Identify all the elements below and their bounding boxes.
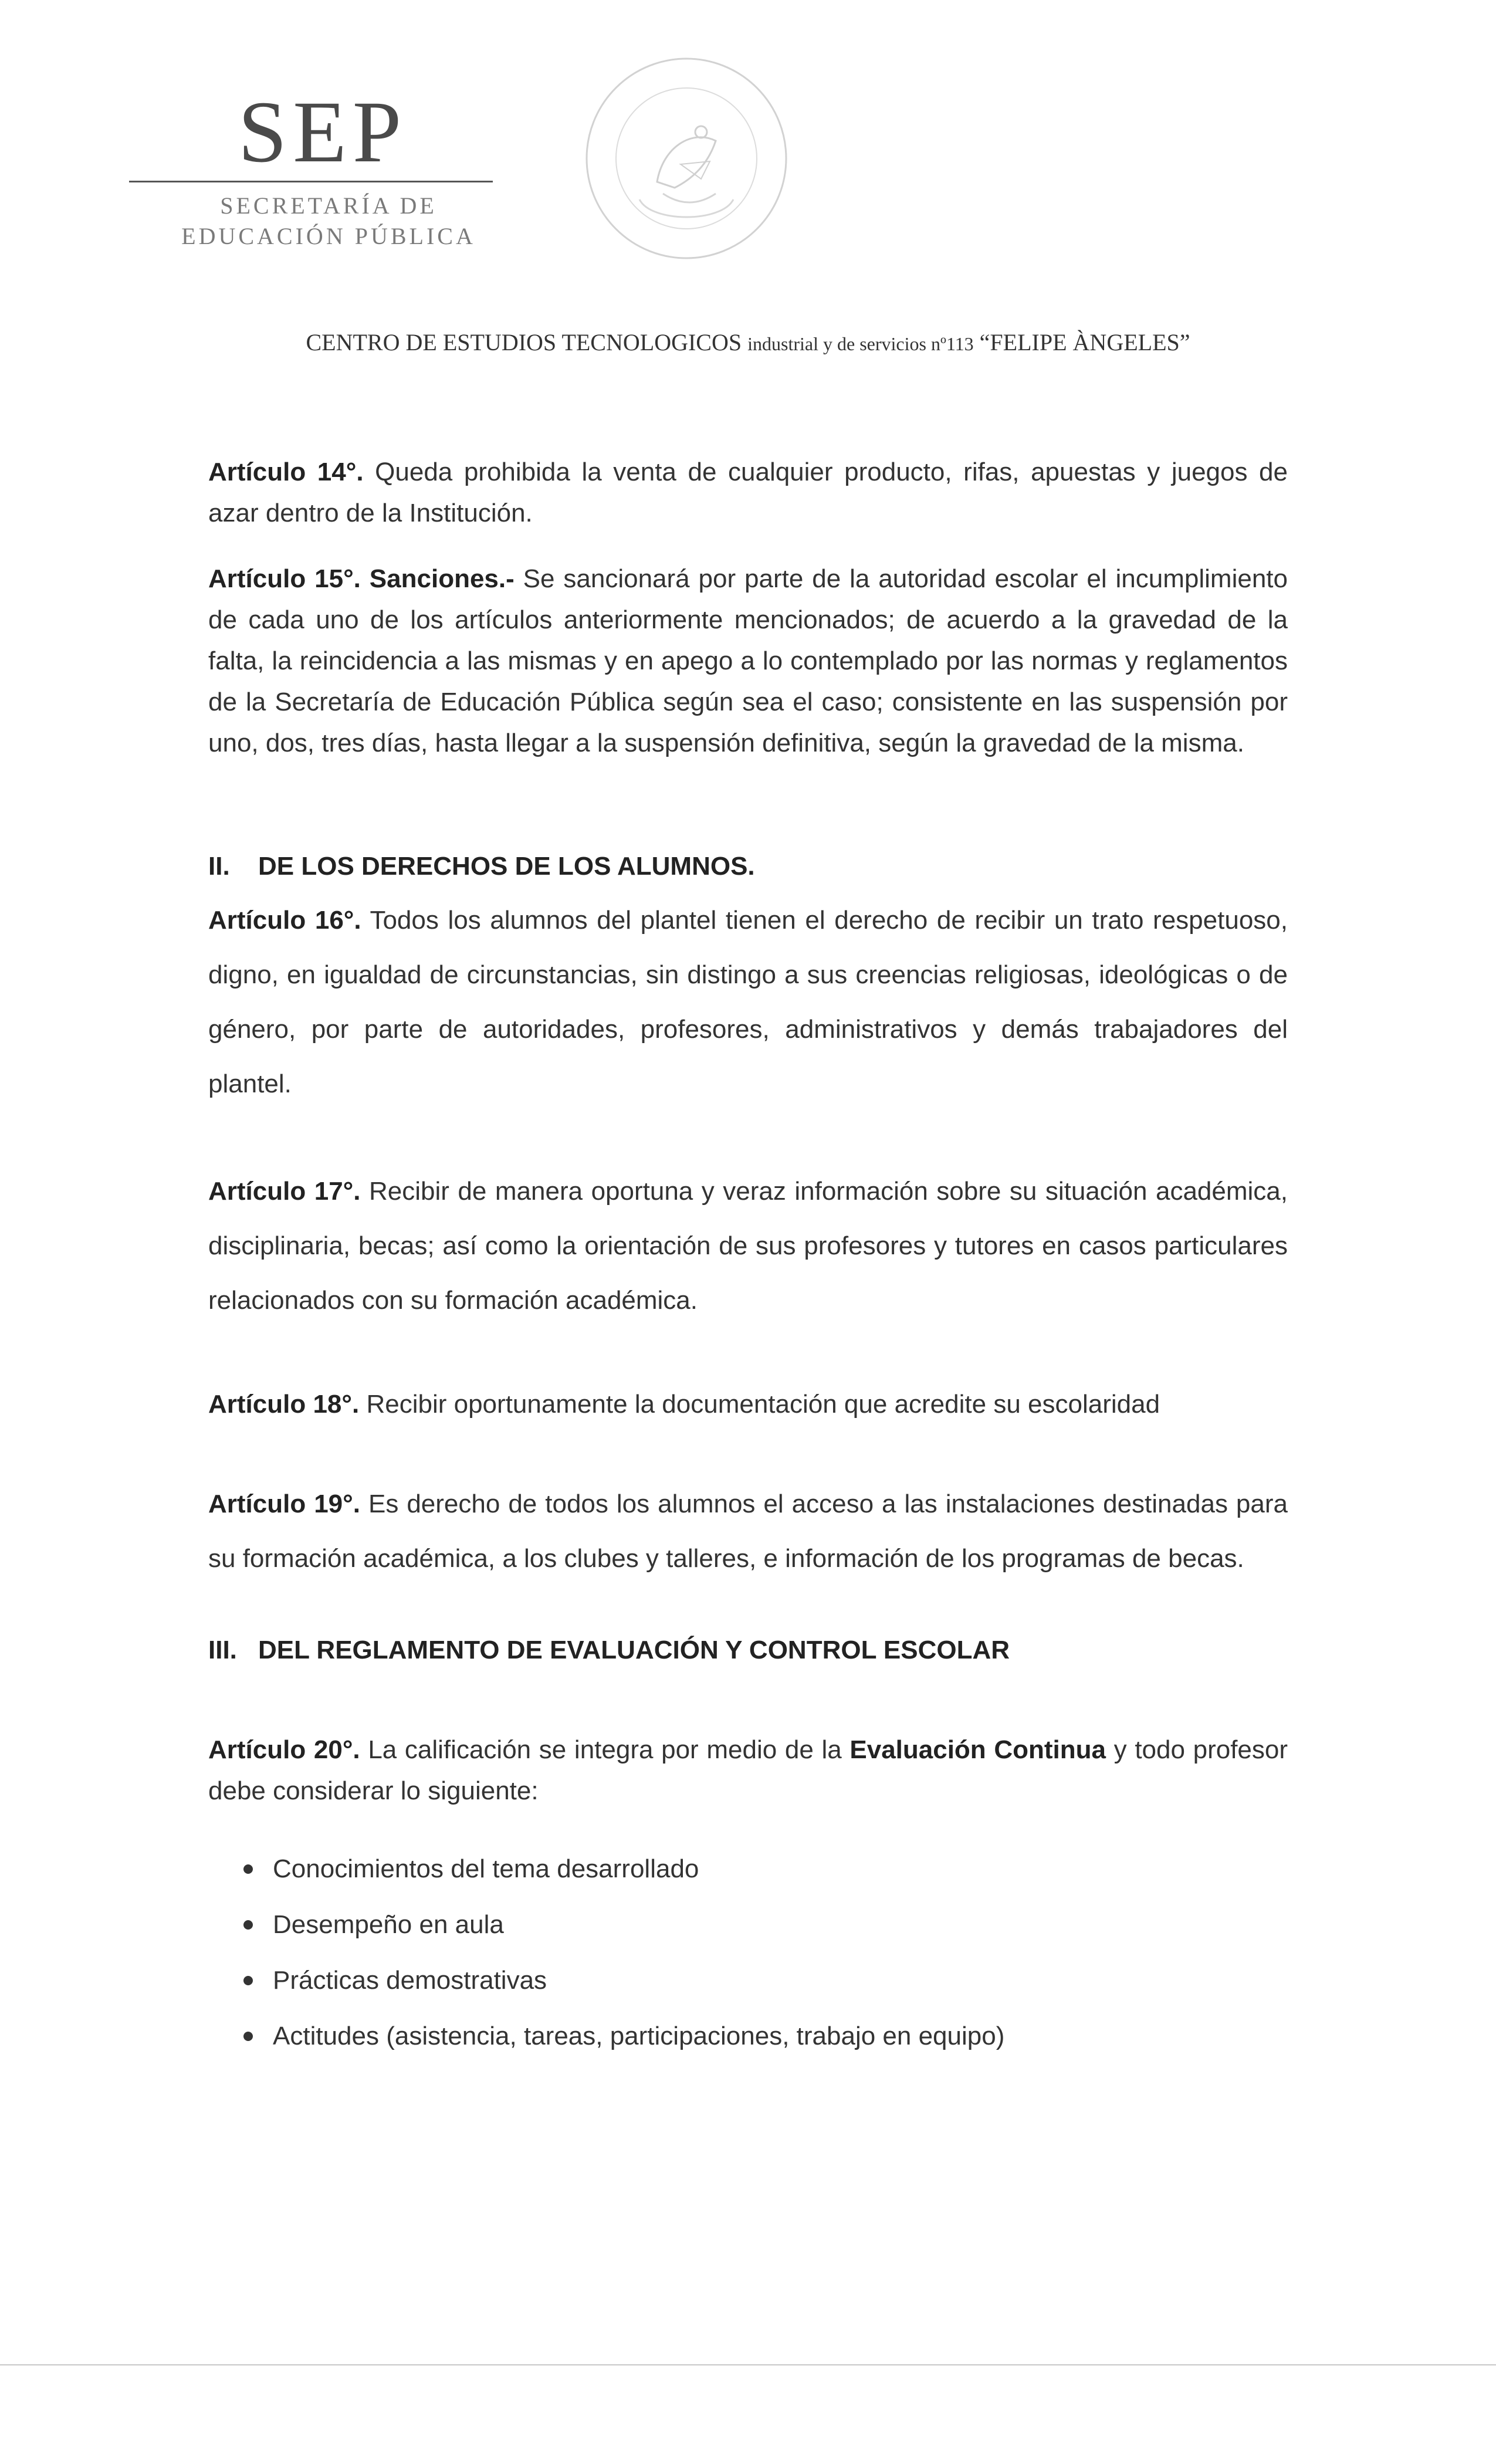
section-2-title: DE LOS DERECHOS DE LOS ALUMNOS. <box>258 852 755 881</box>
section-3-title: DEL REGLAMENTO DE EVALUACIÓN Y CONTROL ESCOLAR <box>258 1636 1010 1664</box>
article-15 <box>208 559 1288 764</box>
article-19 <box>208 1477 1288 1586</box>
section-2-number: II. <box>208 852 230 881</box>
evaluation-criteria-list <box>208 1841 1288 2064</box>
institution-main: CENTRO DE ESTUDIOS TECNOLOGICOS <box>306 329 742 356</box>
article-20-label: Artículo 20°. <box>208 1735 360 1764</box>
article-17 <box>208 1164 1288 1328</box>
article-17-label: Artículo 17°. <box>208 1177 361 1206</box>
institution-small: industrial y de servicios nº113 <box>747 333 974 354</box>
bullet-icon <box>243 1920 253 1930</box>
document-body <box>208 452 1288 2064</box>
page-bottom-divider <box>0 2364 1496 2365</box>
article-14-label: Artículo 14°. <box>208 458 364 486</box>
section-3-number: III. <box>208 1636 237 1664</box>
list-item-text: Prácticas demostrativas <box>273 1966 547 1995</box>
article-19-label: Artículo 19°. <box>208 1490 360 1518</box>
article-20-emphasis: Evaluación Continua <box>849 1735 1106 1764</box>
list-item-text: Actitudes (asistencia, tareas, participaciones, trabajo en equipo) <box>273 2022 1005 2050</box>
logo-subtitle-2: EDUCACIÓN PÚBLICA <box>181 223 476 249</box>
article-19-text: Es derecho de todos los alumnos el acceso a las instalaciones destinadas para su formación académica, a los clubes y talleres, e información de los programas de becas. <box>208 1490 1288 1573</box>
article-15-text: Se sancionará por parte de la autoridad escolar el incumplimiento de cada uno de los artículos anteriormente mencionados; de acuerdo a la gravedad de la falta, la reincidencia a las mismas y en apego a lo contemplado por las normas y reglamentos de la Secretaría de Educación Pública según sea el caso; consistente en las suspensión por uno, dos, tres días, hasta llegar a la suspensión definitiva, según la gravedad de la misma. <box>208 564 1288 757</box>
sep-logo <box>129 83 493 252</box>
article-16-label: Artículo 16°. <box>208 906 361 935</box>
national-seal-icon <box>575 47 798 270</box>
institution-name: “FELIPE ÀNGELES” <box>979 329 1190 356</box>
article-17-text: Recibir de manera oportuna y veraz información sobre su situación académica, disciplinaria, becas; así como la orientación de sus profesores y tutores en casos particulares relacionados con su formación académica. <box>208 1177 1288 1315</box>
article-18-label: Artículo 18°. <box>208 1390 360 1419</box>
logo-subtitle-1: SECRETARÍA DE <box>220 192 437 219</box>
list-item <box>273 1952 1288 2008</box>
list-item-text: Conocimientos del tema desarrollado <box>273 1854 699 1883</box>
list-item <box>273 2008 1288 2064</box>
article-18 <box>208 1384 1288 1425</box>
list-item <box>273 1841 1288 1897</box>
article-16 <box>208 893 1288 1111</box>
article-20-text-before: La calificación se integra por medio de la <box>368 1735 842 1764</box>
logo-title: SEP <box>238 83 408 181</box>
bullet-icon <box>243 2032 253 2041</box>
section-3-heading <box>208 1636 1288 1665</box>
article-14 <box>208 452 1288 534</box>
article-14-text: Queda prohibida la venta de cualquier producto, rifas, apuestas y juegos de azar dentro de la Institución. <box>208 458 1288 527</box>
article-20-text-after: y todo profesor debe considerar lo siguiente: <box>208 1735 1288 1805</box>
article-20 <box>208 1729 1288 1812</box>
logo-divider <box>129 181 493 182</box>
section-2-heading <box>208 852 1288 881</box>
institution-line <box>0 329 1496 356</box>
list-item-text: Desempeño en aula <box>273 1910 504 1939</box>
bullet-icon <box>243 1864 253 1874</box>
article-18-text: Recibir oportunamente la documentación que acredite su escolaridad <box>366 1390 1160 1419</box>
article-15-label: Artículo 15°. Sanciones.- <box>208 564 515 593</box>
list-item <box>273 1897 1288 1952</box>
bullet-icon <box>243 1976 253 1985</box>
article-16-text: Todos los alumnos del plantel tienen el derecho de recibir un trato respetuoso, digno, en igualdad de circunstancias, sin distingo a sus creencias religiosas, ideológicas o de género, por parte de autoridades, profesores, administrativos y demás trabajadores del plantel. <box>208 906 1288 1098</box>
